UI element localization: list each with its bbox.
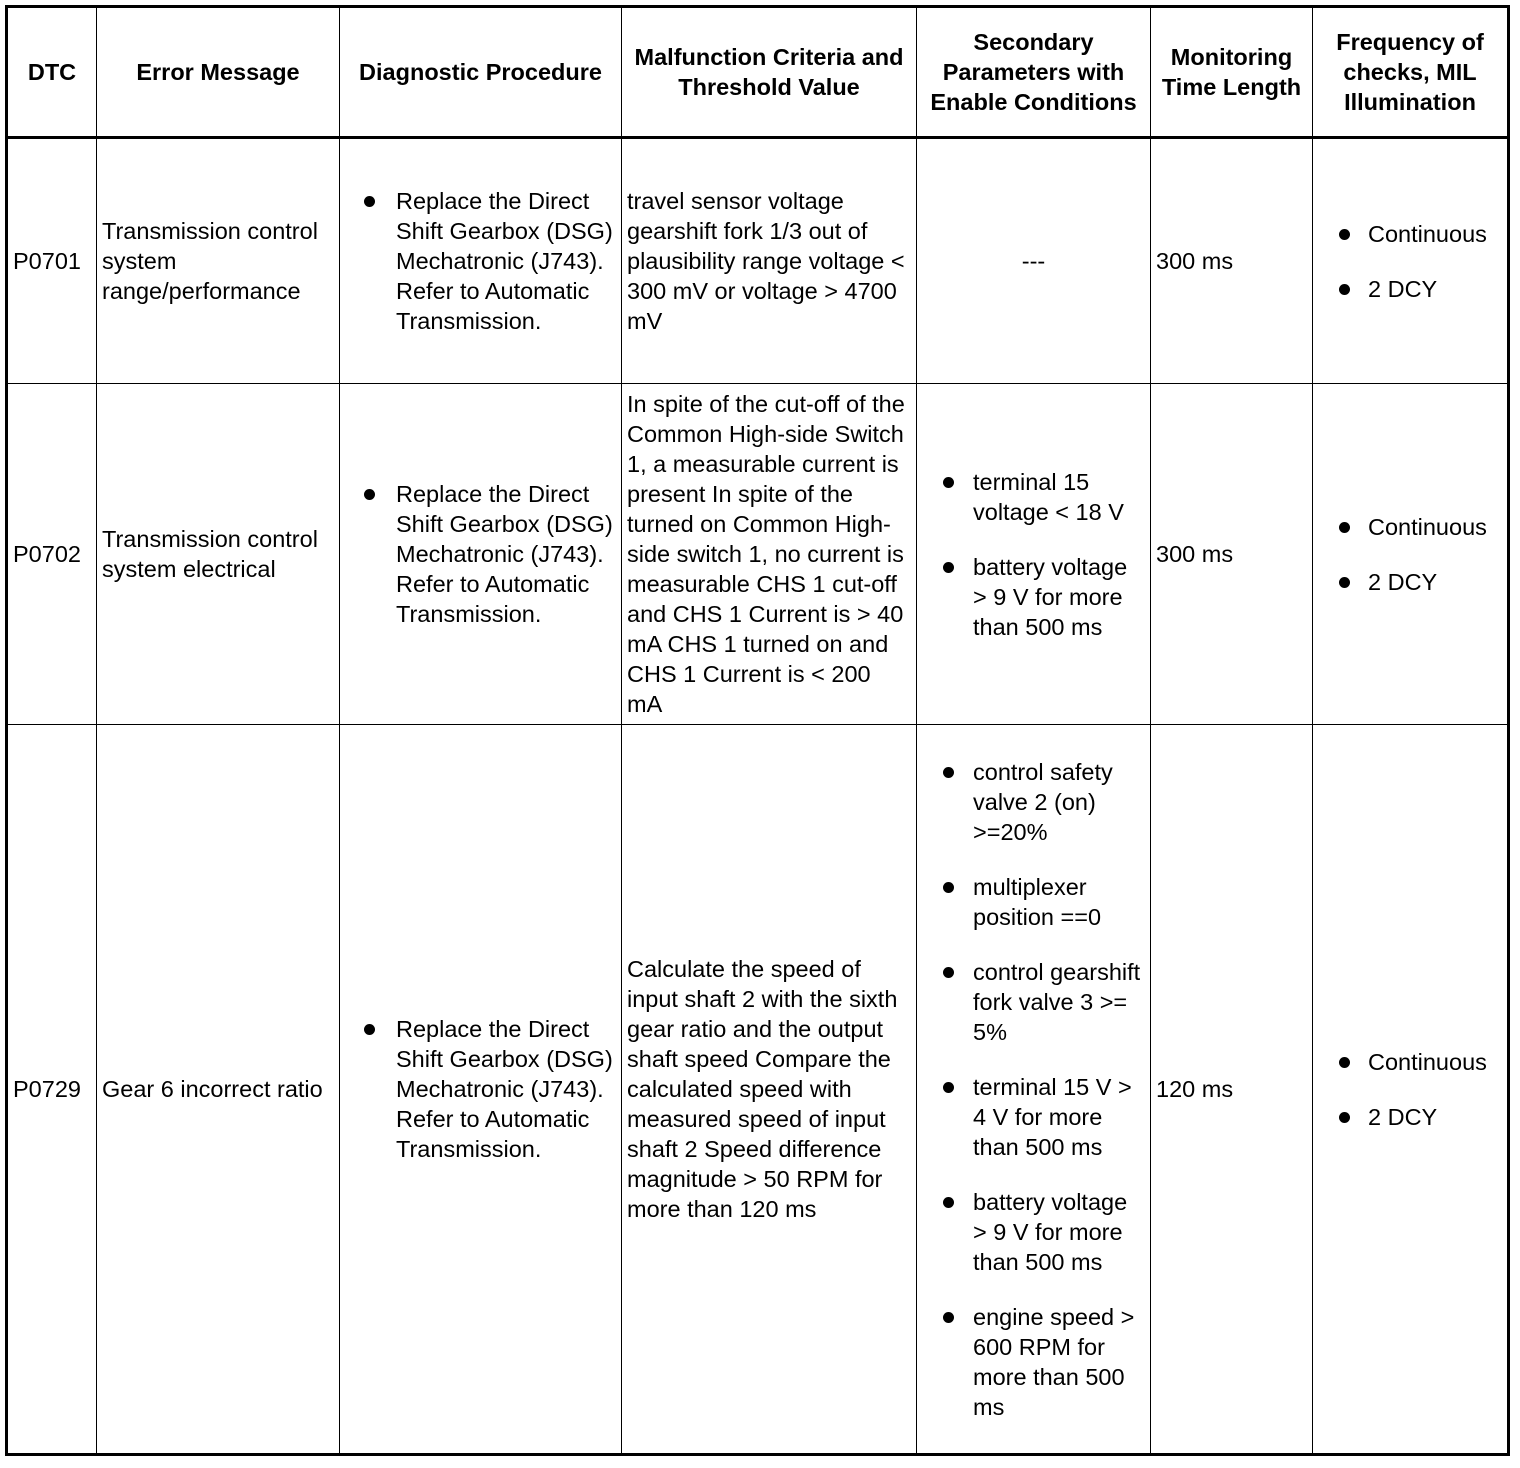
- secondary-parameters: [917, 384, 1151, 725]
- diagnostic-procedure: [340, 725, 622, 1455]
- header-secondary-parameters: Secondary Parameters with Enable Conditions: [917, 7, 1151, 138]
- header-monitoring-time: Monitoring Time Length: [1151, 7, 1313, 138]
- procedure-item: Replace the Direct Shift Gearbox (DSG) Mechatronic (J743). Refer to Automatic Transmission.: [345, 479, 616, 629]
- monitoring-time: 120 ms: [1151, 725, 1313, 1455]
- frequency-item: Continuous: [1318, 1047, 1502, 1077]
- frequency-item: 2 DCY: [1318, 1102, 1502, 1132]
- header-error-message: Error Message: [97, 7, 340, 138]
- frequency-list: [1318, 512, 1502, 597]
- frequency-list: [1318, 219, 1502, 304]
- diagnostic-procedure: [340, 138, 622, 384]
- frequency: [1313, 138, 1509, 384]
- error-message: Transmission control system electrical: [97, 384, 340, 725]
- procedure-list: [345, 479, 616, 629]
- header-row: [7, 7, 1509, 138]
- secondary-list: [922, 467, 1145, 642]
- secondary-item: battery voltage > 9 V for more than 500 ms: [922, 552, 1145, 642]
- secondary-item: engine speed > 600 RPM for more than 500 ms: [922, 1302, 1145, 1422]
- monitoring-time: 300 ms: [1151, 138, 1313, 384]
- dtc-code: P0702: [7, 384, 97, 725]
- dtc-table: [5, 5, 1510, 1456]
- malfunction-criteria: Calculate the speed of input shaft 2 with the sixth gear ratio and the output shaft speed Compare the calculated speed with measured speed of input shaft 2 Speed difference magnitude > 50 RPM for more than 120 ms: [622, 725, 917, 1455]
- frequency: [1313, 384, 1509, 725]
- frequency: [1313, 725, 1509, 1455]
- table-row: [7, 384, 1509, 725]
- frequency-item: 2 DCY: [1318, 274, 1502, 304]
- frequency-item: Continuous: [1318, 219, 1502, 249]
- monitoring-time: 300 ms: [1151, 384, 1313, 725]
- error-message: Gear 6 incorrect ratio: [97, 725, 340, 1455]
- table-row: [7, 725, 1509, 1455]
- table-row: [7, 138, 1509, 384]
- dtc-code: P0729: [7, 725, 97, 1455]
- secondary-parameters: [917, 725, 1151, 1455]
- secondary-parameters: ---: [917, 138, 1151, 384]
- header-frequency: Frequency of checks, MIL Illumination: [1313, 7, 1509, 138]
- secondary-item: control safety valve 2 (on) >=20%: [922, 757, 1145, 847]
- procedure-item: Replace the Direct Shift Gearbox (DSG) Mechatronic (J743). Refer to Automatic Transmission.: [345, 186, 616, 336]
- header-dtc: DTC: [7, 7, 97, 138]
- malfunction-criteria: travel sensor voltage gearshift fork 1/3 out of plausibility range voltage < 300 mV or voltage > 4700 mV: [622, 138, 917, 384]
- error-message: Transmission control system range/performance: [97, 138, 340, 384]
- procedure-item: Replace the Direct Shift Gearbox (DSG) Mechatronic (J743). Refer to Automatic Transmission.: [345, 1014, 616, 1164]
- header-malfunction-criteria: Malfunction Criteria and Threshold Value: [622, 7, 917, 138]
- frequency-list: [1318, 1047, 1502, 1132]
- secondary-item: battery voltage > 9 V for more than 500 ms: [922, 1187, 1145, 1277]
- header-diagnostic-procedure: Diagnostic Procedure: [340, 7, 622, 138]
- frequency-item: 2 DCY: [1318, 567, 1502, 597]
- secondary-item: terminal 15 voltage < 18 V: [922, 467, 1145, 527]
- procedure-list: [345, 1014, 616, 1164]
- dtc-code: P0701: [7, 138, 97, 384]
- procedure-list: [345, 186, 616, 336]
- malfunction-criteria: In spite of the cut-off of the Common High-side Switch 1, a measurable current is present In spite of the turned on Common High-side switch 1, no current is measurable CHS 1 cut-off and CHS 1 Current is > 40 mA CHS 1 turned on and CHS 1 Current is < 200 mA: [622, 384, 917, 725]
- secondary-item: control gearshift fork valve 3 >= 5%: [922, 957, 1145, 1047]
- secondary-list: [922, 757, 1145, 1422]
- secondary-item: multiplexer position ==0: [922, 872, 1145, 932]
- secondary-item: terminal 15 V > 4 V for more than 500 ms: [922, 1072, 1145, 1162]
- diagnostic-procedure: [340, 384, 622, 725]
- frequency-item: Continuous: [1318, 512, 1502, 542]
